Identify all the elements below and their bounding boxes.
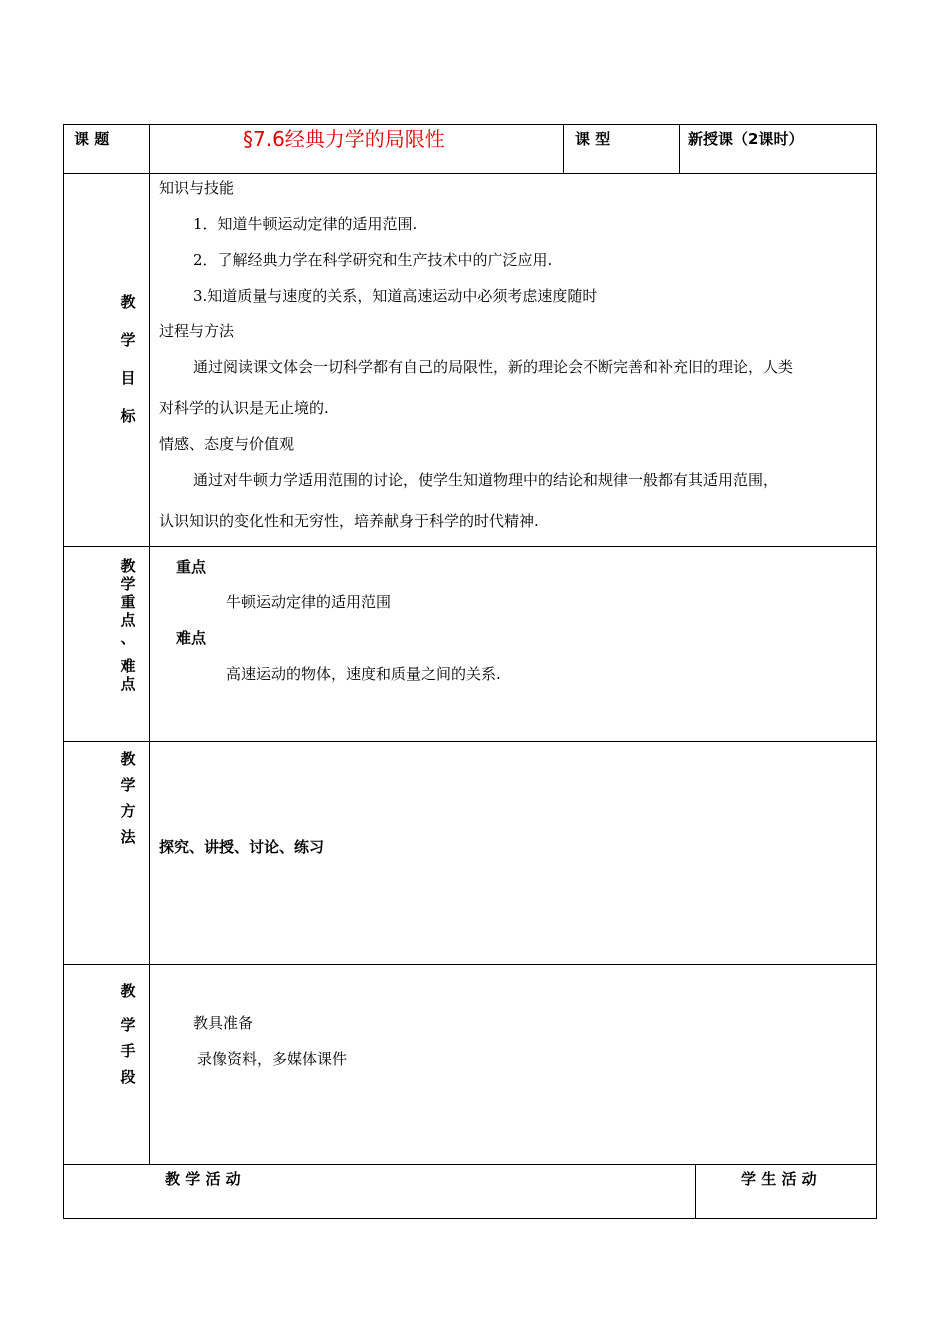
methods-label-char: 学 xyxy=(120,776,136,794)
teacher-activities-label: 教 学 活 动 xyxy=(165,1170,241,1188)
process-heading: 过程与方法 xyxy=(159,322,235,340)
emotion-text-line: 通过对牛顿力学适用范围的讨论，使学生知道物理中的结论和规律一般都有其适用范围， xyxy=(193,471,779,489)
keypoints-label-char: 重 xyxy=(120,593,136,611)
keypoints-label-char: 难 xyxy=(120,657,136,675)
means-label-char: 教 xyxy=(120,982,136,1000)
methods-label-char: 法 xyxy=(120,828,136,846)
row-divider-objectives xyxy=(63,546,877,547)
keypoints-label-char: 教 xyxy=(120,557,136,575)
keypoints-label xyxy=(118,556,138,692)
type-value: 新授课（2课时） xyxy=(688,130,804,148)
objectives-label xyxy=(118,292,138,444)
objectives-label-char: 目 xyxy=(120,369,136,387)
emotion-heading: 情感、态度与价值观 xyxy=(159,435,295,453)
keypoints-label-char: 学 xyxy=(120,575,136,593)
methods-text: 探究、讲授、讨论、练习 xyxy=(159,838,325,856)
methods-label xyxy=(118,749,138,853)
means-heading: 教具准备 xyxy=(193,1014,254,1032)
row-divider-methods xyxy=(63,964,877,965)
methods-label-char: 方 xyxy=(120,802,136,820)
difficult-text: 高速运动的物体，速度和质量之间的关系. xyxy=(226,665,501,683)
row-divider-means xyxy=(63,1164,877,1165)
difficult-heading: 难点 xyxy=(176,629,207,647)
means-label-char: 段 xyxy=(120,1068,136,1086)
objectives-label-char: 标 xyxy=(120,407,136,425)
knowledge-heading: 知识与技能 xyxy=(159,179,235,197)
means-label-char: 手 xyxy=(120,1042,136,1060)
knowledge-item: 1．知道牛顿运动定律的适用范围. xyxy=(193,215,418,233)
keypoints-label-char: 点 xyxy=(120,611,136,629)
process-text-line: 对科学的认识是无止境的. xyxy=(159,399,329,417)
table-border-bottom xyxy=(63,1218,877,1219)
knowledge-item: 2．了解经典力学在科学研究和生产技术中的广泛应用. xyxy=(193,251,553,269)
row-divider-keypoints xyxy=(63,741,877,742)
objectives-label-char: 教 xyxy=(120,293,136,311)
means-label xyxy=(118,981,138,1093)
header-divider-1 xyxy=(563,124,564,174)
header-divider-2 xyxy=(679,124,680,174)
table-border-right xyxy=(876,124,877,1219)
type-label: 课 型 xyxy=(575,130,611,148)
activities-divider xyxy=(695,1164,696,1219)
student-activities-label: 学 生 活 动 xyxy=(741,1170,817,1188)
knowledge-item: 3.知道质量与速度的关系，知道高速运动中必须考虑速度随时 xyxy=(193,287,598,305)
topic-label: 课 题 xyxy=(74,130,110,148)
methods-label-char: 教 xyxy=(120,750,136,768)
row-divider-header xyxy=(63,173,877,174)
emotion-text-line: 认识知识的变化性和无穷性，培养献身于科学的时代精神. xyxy=(159,512,539,530)
means-text: 录像资料，多媒体课件 xyxy=(197,1050,348,1068)
label-column-divider xyxy=(149,124,150,1165)
key-heading: 重点 xyxy=(176,558,207,576)
means-label-char: 学 xyxy=(120,1016,136,1034)
objectives-label-char: 学 xyxy=(120,331,136,349)
keypoints-label-char: 、 xyxy=(120,629,136,647)
table-border-left xyxy=(63,124,64,1219)
table-border-top xyxy=(63,124,877,125)
page-title: §7.6经典力学的局限性 xyxy=(243,127,445,151)
key-text: 牛顿运动定律的适用范围 xyxy=(226,593,392,611)
process-text-line: 通过阅读课文体会一切科学都有自己的局限性，新的理论会不断完善和补充旧的理论，人类 xyxy=(193,358,794,376)
keypoints-label-char: 点 xyxy=(120,675,136,693)
